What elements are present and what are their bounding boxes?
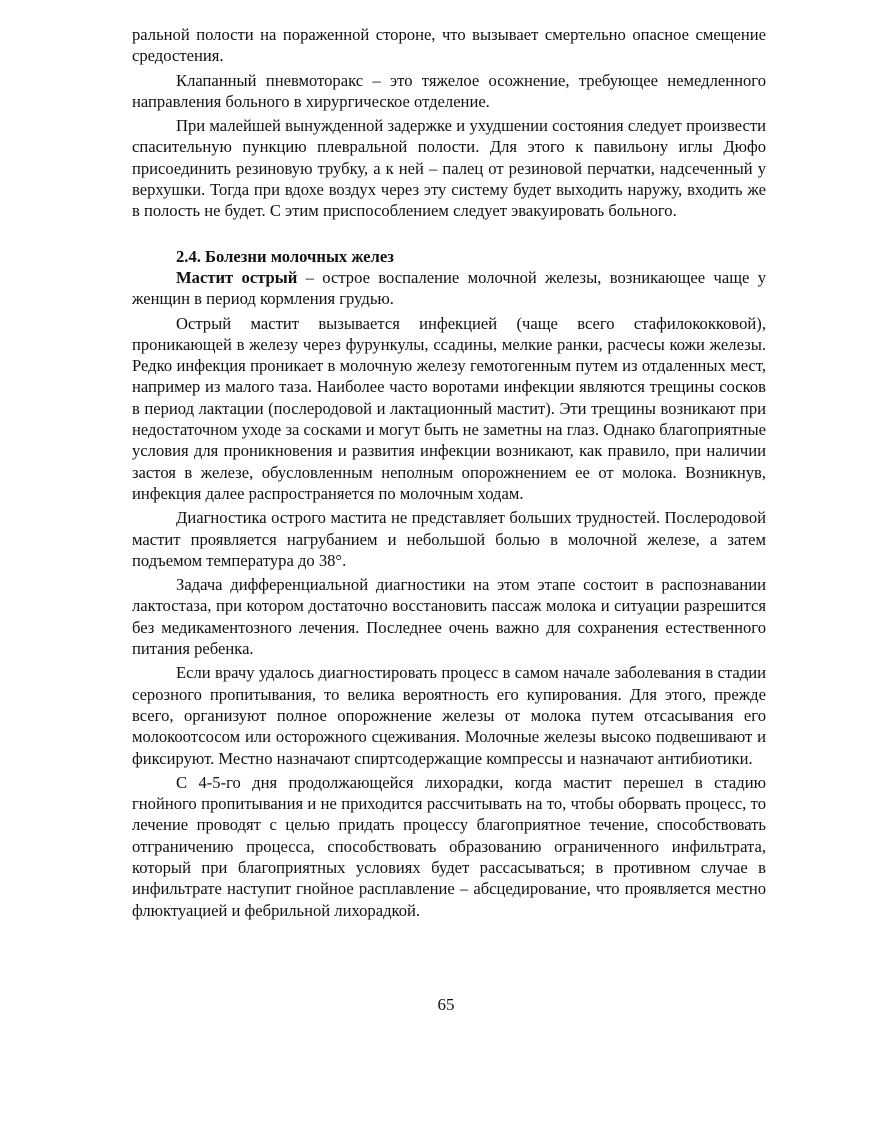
intro-paragraph: При малейшей вынужденной задержке и ухудшении состояния следует произвести спасительную пункцию плевральной полости. Для этого к павильону иглы Дюфо присоединить резиновую трубку, а к ней – палец от резиновой перчатки, надсеченный у верхушки. Тогда при вдохе воздух через эту систему будет выходить наружу, входить же в полость не будет. С этим приспособлением следует эвакуировать больного. [132, 116, 766, 221]
body-paragraph: С 4-5-го дня продолжающейся лихорадки, когда мастит перешел в стадию гнойного пропитывания и не приходится рассчитывать на то, чтобы оборвать процесс, то лечение проводят с целью придать процессу благоприятное течение, способствовать отграничению процесса, способствовать образованию ограниченного инфильтрата, который при благоприятных условиях будет рассасываться; в противном случае в инфильтрате наступит гнойное расплавление – абсцедирование, что проявляется местно флюктуацией и фебрильной лихорадкой. [132, 772, 766, 920]
intro-paragraph: Клапанный пневмоторакс – это тяжелое осожнение, требующее немедленного направления больного в хирургическое отделение. [132, 70, 766, 111]
body-paragraph: Если врачу удалось диагностировать процесс в самом начале заболевания в стадии серозного пропитывания, то велика вероятность его купирования. Для этого, прежде всего, организуют полное опорожнение железы от молока путем отсасывания его молокоотсосом или осторожного сцеживания. Молочные железы высоко подвешивают и фиксируют. Местно назначают спиртсодержащие компрессы и назначают антибиотики. [132, 663, 766, 768]
intro-paragraph-continued: ральной полости на пораженной стороне, что вызывает смертельно опасное смещение средостения. [132, 25, 766, 66]
page-body [132, 24, 766, 921]
body-paragraph: Острый мастит вызывается инфекцией (чаще всего стафилококковой), проникающей в железу через фурункулы, ссадины, мелкие ранки, расчесы кожи железы. Редко инфекция проникает в молочную железу гемотогенным путем из отдаленных мест, например из малого таза. Наиболее часто воротами инфекции являются трещины сосков в период лактации (послеродовой и лактационный мастит). Эти трещины возникают при недостаточном уходе за сосками и могут быть не заметны на глаз. Однако благоприятные условия для проникновения и развития инфекции возникают, как правило, при наличии застоя в железе, обусловленным неполным опорожнением ее от молока. Возникнув, инфекция далее распространяется по молочным ходам. [132, 313, 766, 503]
section-heading: 2.4. Болезни молочных желез [176, 246, 394, 266]
body-paragraph: Задача дифференциальной диагностики на этом этапе состоит в распознавании лактостаза, при котором достаточно восстановить пассаж молока и ситуации разрешится без медикаментозного лечения. Последнее очень важно для сохранения естественного питания ребенка. [132, 575, 766, 659]
body-paragraph: Диагностика острого мастита не представляет больших трудностей. Послеродовой мастит проявляется нагрубанием и небольшой болью в молочной железе, а затем подъемом температура до 38°. [132, 508, 766, 570]
definition-paragraph [132, 267, 766, 310]
page-number: 65 [437, 995, 455, 1014]
definition-text: – острое воспаление молочной железы, возникающее чаще у женщин в период кормления грудью. [132, 267, 766, 309]
definition-term: Мастит острый [176, 267, 298, 287]
